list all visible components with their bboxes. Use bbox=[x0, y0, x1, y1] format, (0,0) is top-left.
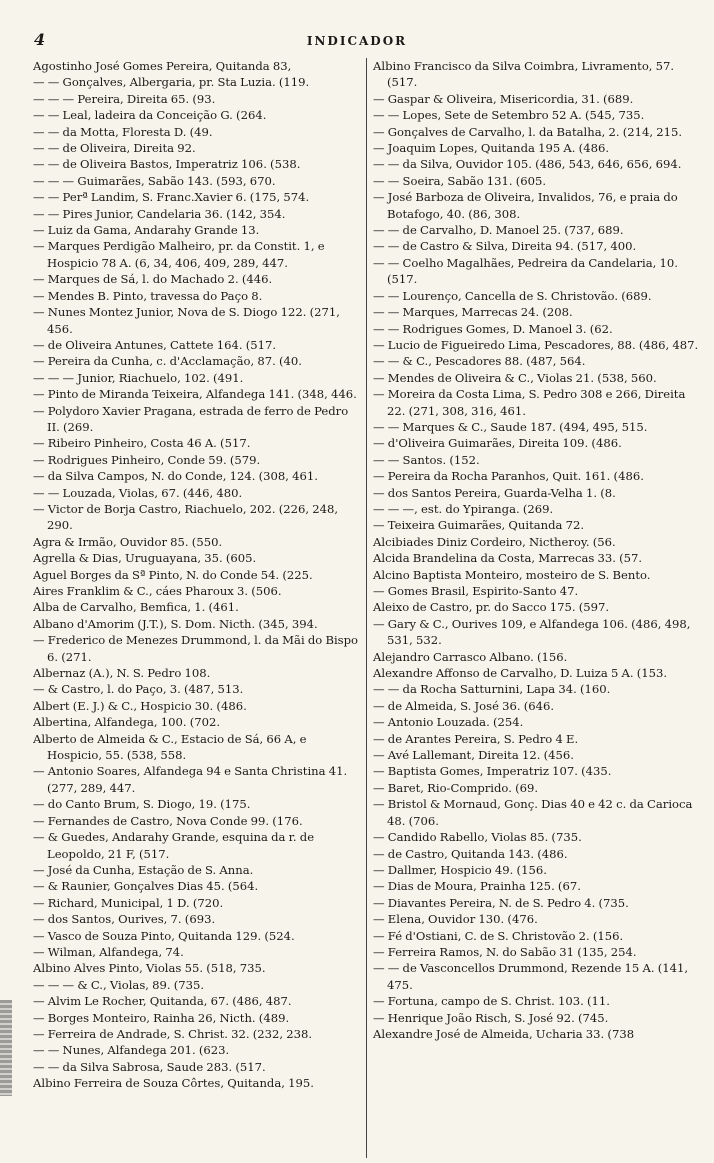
directory-entry: — José Barboza de Oliveira, Invalidos, 76, e praia do Botafogo, 40. (86, 308. bbox=[373, 190, 678, 221]
directory-entry: — do Canto Brum, S. Diogo, 19. (175. bbox=[33, 797, 251, 812]
directory-entry: — Dias de Moura, Prainha 125. (67. bbox=[373, 879, 581, 894]
directory-entry: — Moreira da Costa Lima, S. Pedro 308 e 266, Direita 22. (271, 308, 316, 461. bbox=[373, 387, 686, 418]
directory-entry: — Elena, Ouvidor 130. (476. bbox=[373, 912, 538, 927]
directory-entry: — — Perª Landim, S. Franc.Xavier 6. (175, 574. bbox=[33, 190, 310, 205]
directory-entry: — Alvim Le Rocher, Quitanda, 67. (486, 487. bbox=[33, 994, 292, 1009]
directory-entry: — Mendes B. Pinto, travessa do Paço 8. bbox=[33, 288, 263, 303]
directory-entry: — Baret, Rio-Comprido. (69. bbox=[373, 780, 539, 795]
directory-entry: Alexandre Affonso de Carvalho, D. Luiza 5 A. (153. bbox=[373, 666, 668, 681]
directory-entry: — Marques de Sá, l. do Machado 2. (446. bbox=[33, 272, 273, 287]
directory-entry: — — Soeira, Sabão 131. (605. bbox=[373, 173, 547, 188]
directory-entry: — Pereira da Rocha Paranhos, Quit. 161. (486. bbox=[373, 469, 644, 484]
directory-entry: Alejandro Carrasco Albano. (156. bbox=[373, 649, 568, 664]
directory-entry: — — de Oliveira Bastos, Imperatriz 106. (538. bbox=[33, 157, 301, 172]
directory-entry: Agostinho José Gomes Pereira, Quitanda 83, bbox=[33, 59, 292, 73]
directory-entry: — Diavantes Pereira, N. de S. Pedro 4. (735. bbox=[373, 895, 629, 910]
directory-entry: Albertina, Alfandega, 100. (702. bbox=[33, 715, 221, 730]
directory-entry: — Gaspar & Oliveira, Misericordia, 31. (689. bbox=[373, 91, 634, 106]
directory-entry: — — de Oliveira, Direita 92. bbox=[33, 141, 196, 156]
running-head: INDICADOR bbox=[306, 34, 408, 48]
directory-entry: — Gary & C., Ourives 109, e Alfandega 106. (486, 498, 531, 532. bbox=[373, 616, 691, 648]
directory-entry: — — Lopes, Sete de Setembro 52 A. (545, 735. bbox=[373, 108, 645, 123]
directory-entry: — — — Guimarães, Sabão 143. (593, 670. bbox=[33, 173, 276, 188]
directory-entry: — Gomes Brasil, Espirito-Santo 47. bbox=[373, 584, 579, 598]
directory-entry: — de Castro, Quitanda 143. (486. bbox=[373, 846, 568, 861]
directory-entry: — — Santos. (152. bbox=[373, 452, 480, 467]
directory-entry: — dos Santos, Ourives, 7. (693. bbox=[33, 912, 216, 927]
directory-entry: Alcino Baptista Monteiro, mosteiro de S. Bento. bbox=[373, 567, 651, 582]
directory-entry: Albert (E. J.) & C., Hospicio 30. (486. bbox=[33, 698, 247, 713]
directory-entry: — Polydoro Xavier Pragana, estrada de ferro de Pedro II. (269. bbox=[33, 403, 349, 434]
directory-entry: — Mendes de Oliveira & C., Violas 21. (538, 560. bbox=[373, 370, 657, 385]
directory-entry: — — Pires Junior, Candelaria 36. (142, 354. bbox=[33, 206, 286, 221]
directory-entry: — Victor de Borja Castro, Riachuelo, 202. (226, 248, 290. bbox=[33, 501, 339, 533]
directory-entry: — Richard, Municipal, 1 D. (720. bbox=[33, 895, 224, 910]
directory-entry: — Borges Monteiro, Rainha 26, Nicth. (489. bbox=[33, 1010, 290, 1025]
directory-entry: — Ribeiro Pinheiro, Costa 46 A. (517. bbox=[33, 436, 251, 451]
page-number: 4 bbox=[34, 30, 46, 49]
directory-entry: — José da Cunha, Estação de S. Anna. bbox=[33, 862, 254, 877]
directory-columns bbox=[33, 58, 699, 1158]
directory-entry: Albino Francisco da Silva Coimbra, Livramento, 57. (517. bbox=[373, 59, 675, 90]
directory-entry: — de Arantes Pereira, S. Pedro 4 E. bbox=[373, 731, 579, 746]
directory-entry: — de Oliveira Antunes, Cattete 164. (517. bbox=[33, 337, 277, 352]
directory-entry: — Frederico de Menezes Drummond, l. da Mãi do Bispo 6. (271. bbox=[33, 633, 359, 664]
directory-entry: — — Coelho Magalhães, Pedreira da Candelaria, 10. (517. bbox=[373, 255, 678, 287]
directory-entry: — Nunes Montez Junior, Nova de S. Diogo 122. (271, 456. bbox=[33, 305, 340, 336]
directory-entry: — Lucio de Figueiredo Lima, Pescadores, 88. (486, 487. bbox=[373, 337, 699, 352]
directory-entry: Albino Ferreira de Souza Côrtes, Quitanda, 195. bbox=[33, 1076, 314, 1091]
directory-entry: Agra & Irmão, Ouvidor 85. (550. bbox=[33, 534, 223, 549]
directory-entry: Aires Franklim & C., cáes Pharoux 3. (506. bbox=[33, 584, 282, 598]
directory-entry: — Antonio Louzada. (254. bbox=[373, 715, 524, 730]
directory-entry: — — da Silva Sabrosa, Saude 283. (517. bbox=[33, 1059, 266, 1074]
directory-entry: — Marques Perdigão Malheiro, pr. da Constit. 1, e Hospicio 78 A. (6, 34, 406, 409, 289, 447. bbox=[33, 239, 325, 270]
directory-entry: — — Gonçalves, Albergaria, pr. Sta Luzia. (119. bbox=[33, 75, 310, 90]
directory-entry: — & Guedes, Andarahy Grande, esquina da r. de Leopoldo, 21 F, (517. bbox=[33, 830, 315, 861]
directory-entry: — Pereira da Cunha, c. d'Acclamação, 87. (40. bbox=[33, 354, 302, 369]
directory-entry: — — Marques & C., Saude 187. (494, 495, 515. bbox=[373, 419, 648, 434]
directory-entry: — Fortuna, campo de S. Christ. 103. (11. bbox=[373, 994, 610, 1009]
directory-entry: — Luiz da Gama, Andarahy Grande 13. bbox=[33, 223, 260, 238]
directory-entry: — Ferreira Ramos, N. do Sabão 31 (135, 254. bbox=[373, 944, 637, 959]
directory-entry: Albernaz (A.), N. S. Pedro 108. bbox=[33, 666, 211, 681]
directory-entry: — — Leal, ladeira da Conceição G. (264. bbox=[33, 108, 267, 123]
directory-entry: — — Marques, Marrecas 24. (208. bbox=[373, 305, 573, 320]
directory-entry: — Antonio Soares, Alfandega 94 e Santa Christina 41. (277, 289, 447. bbox=[33, 764, 348, 795]
directory-entry: — Fé d'Ostiani, C. de S. Christovão 2. (156. bbox=[373, 928, 624, 943]
directory-entry: — — Lourenço, Cancella de S. Christovão. (689. bbox=[373, 288, 652, 303]
directory-entry: — Wilman, Alfandega, 74. bbox=[33, 944, 184, 959]
directory-entry: Albino Alves Pinto, Violas 55. (518, 735. bbox=[33, 961, 266, 976]
directory-entry: Alba de Carvalho, Bemfica, 1. (461. bbox=[33, 600, 239, 615]
directory-entry: — — —, est. do Ypiranga. (269. bbox=[373, 501, 554, 516]
directory-entry: — — de Carvalho, D. Manoel 25. (737, 689. bbox=[373, 223, 624, 238]
directory-entry: — Pinto de Miranda Teixeira, Alfandega 141. (348, 446. bbox=[33, 387, 357, 402]
directory-entry: — — Nunes, Alfandega 201. (623. bbox=[33, 1043, 230, 1058]
directory-entry: — & Castro, l. do Paço, 3. (487, 513. bbox=[33, 682, 244, 697]
directory-entry: — — da Silva, Ouvidor 105. (486, 543, 646, 656, 694. bbox=[373, 157, 682, 172]
directory-entry: — — da Rocha Satturnini, Lapa 34. (160. bbox=[373, 682, 611, 697]
directory-entry: — Teixeira Guimarães, Quitanda 72. bbox=[373, 518, 585, 533]
directory-entry: — — de Vasconcellos Drummond, Rezende 15 A. (141, 475. bbox=[373, 961, 689, 992]
directory-entry: — de Almeida, S. José 36. (646. bbox=[373, 698, 555, 713]
directory-entry: — Rodrigues Pinheiro, Conde 59. (579. bbox=[33, 452, 261, 467]
directory-entry: Alcida Brandelina da Costa, Marrecas 33. (57. bbox=[373, 551, 643, 566]
directory-entry: — Fernandes de Castro, Nova Conde 99. (176. bbox=[33, 813, 303, 828]
directory-entry: Albano d'Amorim (J.T.), S. Dom. Nicth. (345, 394. bbox=[33, 616, 318, 631]
directory-entry: Aleixo de Castro, pr. do Sacco 175. (597. bbox=[373, 600, 610, 615]
directory-entry: — — & C., Pescadores 88. (487, 564. bbox=[373, 354, 586, 369]
directory-entry: Agrella & Dias, Uruguayana, 35. (605. bbox=[33, 551, 257, 566]
directory-entry: — da Silva Campos, N. do Conde, 124. (308, 461. bbox=[33, 469, 318, 484]
directory-entry: — Ferreira de Andrade, S. Christ. 32. (232, 238. bbox=[33, 1026, 313, 1041]
directory-entry: Alcibiades Diniz Cordeiro, Nictheroy. (56. bbox=[373, 534, 616, 549]
left-column bbox=[33, 58, 366, 1158]
right-column bbox=[366, 58, 699, 1158]
directory-entry: — — Rodrigues Gomes, D. Manoel 3. (62. bbox=[373, 321, 613, 336]
directory-entry: — — de Castro & Silva, Direita 94. (517, 400. bbox=[373, 239, 637, 254]
directory-entry: Alexandre José de Almeida, Ucharia 33. (738 bbox=[373, 1026, 635, 1041]
directory-entry: — & Raunier, Gonçalves Dias 45. (564. bbox=[33, 879, 259, 894]
directory-entry: — — da Motta, Floresta D. (49. bbox=[33, 124, 213, 139]
directory-entry: Aguel Borges da Sª Pinto, N. do Conde 54. (225. bbox=[33, 567, 313, 582]
directory-entry: Alberto de Almeida & C., Estacio de Sá, 66 A, e Hospicio, 55. (538, 558. bbox=[33, 731, 307, 763]
directory-entry: — Avé Lallemant, Direita 12. (456. bbox=[373, 748, 574, 763]
directory-entry: — Candido Rabello, Violas 85. (735. bbox=[373, 830, 582, 845]
directory-entry: — — Louzada, Violas, 67. (446, 480. bbox=[33, 485, 243, 500]
directory-entry: — Henrique João Risch, S. José 92. (745. bbox=[373, 1010, 609, 1025]
directory-entry: — Joaquim Lopes, Quitanda 195 A. (486. bbox=[373, 141, 610, 156]
directory-entry: — Bristol & Mornaud, Gonç. Dias 40 e 42 c. da Carioca 48. (706. bbox=[373, 797, 693, 828]
directory-entry: — — — Pereira, Direita 65. (93. bbox=[33, 91, 216, 106]
directory-entry: — Baptista Gomes, Imperatriz 107. (435. bbox=[373, 764, 612, 779]
directory-entry: — — — & C., Violas, 89. (735. bbox=[33, 977, 205, 992]
directory-entry: — dos Santos Pereira, Guarda-Velha 1. (8. bbox=[373, 485, 616, 500]
directory-entry: — Dallmer, Hospicio 49. (156. bbox=[373, 862, 547, 877]
directory-entry: — — — Junior, Riachuelo, 102. (491. bbox=[33, 370, 244, 385]
binding-edge-mark bbox=[0, 1000, 12, 1096]
directory-entry: — Vasco de Souza Pinto, Quitanda 129. (524. bbox=[33, 928, 295, 943]
directory-entry: — d'Oliveira Guimarães, Direita 109. (486. bbox=[373, 436, 622, 451]
directory-entry: — Gonçalves de Carvalho, l. da Batalha, 2. (214, 215. bbox=[373, 124, 683, 139]
